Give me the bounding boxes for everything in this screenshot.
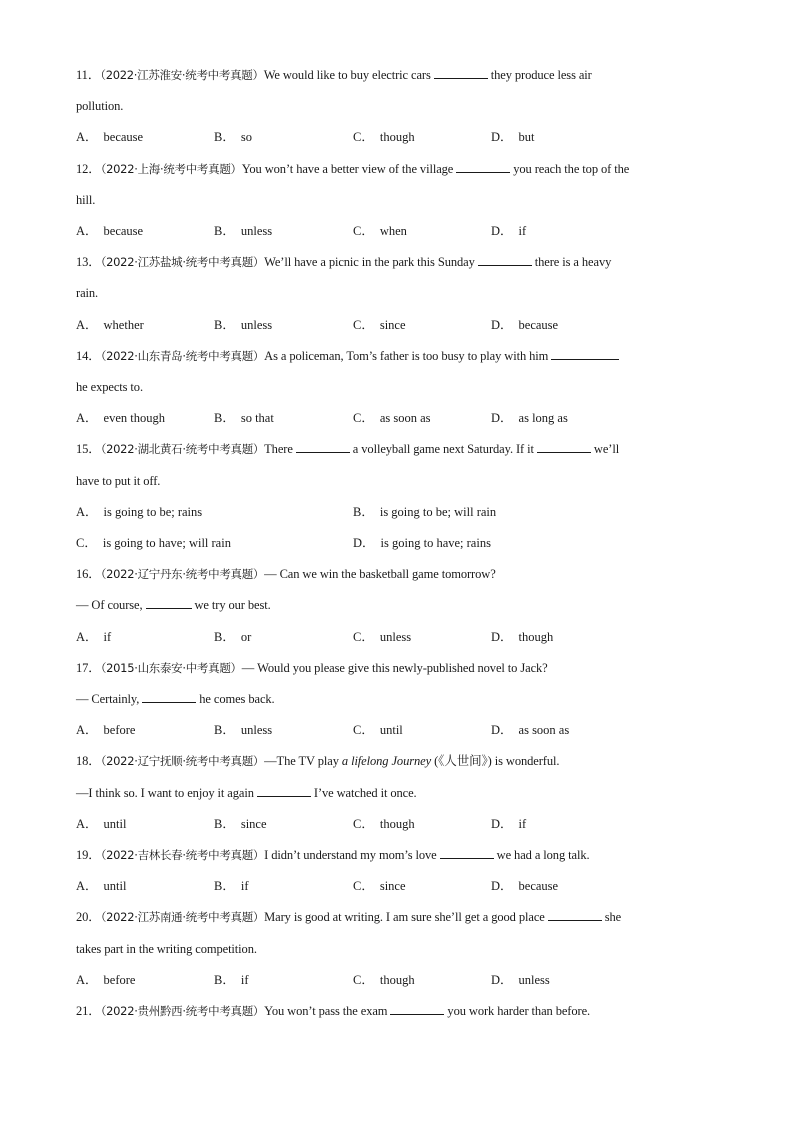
option-text: because bbox=[518, 317, 559, 332]
option-text: unless bbox=[240, 317, 273, 332]
stem-text-after: there is a heavy bbox=[534, 255, 612, 270]
question-source: （2022·江苏淮安·统考中考真题） bbox=[100, 68, 264, 82]
option-text: when bbox=[379, 223, 407, 238]
option-c[interactable] bbox=[353, 622, 411, 653]
option-a[interactable] bbox=[76, 715, 135, 746]
question-21 bbox=[76, 996, 721, 1027]
question-stem bbox=[76, 434, 721, 465]
option-a[interactable] bbox=[76, 871, 126, 902]
options-row bbox=[76, 403, 721, 434]
option-text: unless bbox=[379, 629, 412, 644]
option-b[interactable] bbox=[214, 216, 272, 247]
option-d[interactable] bbox=[491, 965, 550, 996]
option-text: unless bbox=[518, 972, 550, 987]
option-text: if bbox=[240, 972, 249, 987]
option-letter: B． bbox=[353, 504, 374, 519]
stem-text: We’ll have a picnic in the park this Sunday bbox=[264, 255, 475, 270]
stem-text-line2: rain. bbox=[76, 286, 99, 301]
question-number: 19． bbox=[76, 848, 101, 862]
option-a[interactable] bbox=[76, 497, 202, 528]
question-stem-continued bbox=[76, 278, 721, 309]
option-letter: A． bbox=[76, 223, 98, 238]
option-b[interactable] bbox=[214, 871, 248, 902]
options-row bbox=[76, 622, 721, 653]
option-a[interactable] bbox=[76, 809, 126, 840]
question-source: （2015·山东泰安·中考真题） bbox=[100, 660, 242, 675]
option-d[interactable] bbox=[491, 216, 526, 247]
answer-blank bbox=[296, 440, 350, 453]
question-source: （2022·江苏盐城·统考中考真题） bbox=[100, 255, 265, 270]
question-stem bbox=[76, 559, 721, 590]
option-c[interactable] bbox=[353, 403, 431, 434]
question-source: （2022·辽宁抚顺·统考中考真题） bbox=[100, 754, 265, 769]
option-letter: D． bbox=[491, 411, 513, 426]
question-stem-continued bbox=[76, 590, 721, 621]
question-19 bbox=[76, 840, 721, 902]
option-c[interactable] bbox=[353, 809, 415, 840]
question-stem-continued bbox=[76, 934, 721, 965]
options-row bbox=[76, 965, 721, 996]
options-row bbox=[76, 310, 721, 341]
options-row bbox=[76, 871, 721, 902]
option-letter: D． bbox=[491, 879, 513, 894]
stem-text: There bbox=[264, 442, 293, 457]
option-letter: B． bbox=[214, 130, 235, 145]
option-letter: B． bbox=[214, 972, 235, 987]
question-number: 13． bbox=[76, 255, 101, 270]
option-letter: A． bbox=[76, 504, 98, 519]
question-stem-continued bbox=[76, 185, 721, 216]
option-text: so that bbox=[240, 411, 274, 426]
option-letter: A． bbox=[76, 723, 98, 738]
question-number: 14． bbox=[76, 348, 101, 363]
option-d[interactable] bbox=[353, 528, 491, 559]
stem-text-line2: he expects to. bbox=[76, 379, 143, 394]
option-d[interactable] bbox=[491, 871, 558, 902]
question-number: 16． bbox=[76, 567, 101, 582]
option-letter: B． bbox=[214, 411, 235, 426]
question-number: 20． bbox=[76, 910, 101, 925]
option-c[interactable] bbox=[76, 528, 231, 559]
option-c[interactable] bbox=[353, 310, 406, 341]
option-b[interactable] bbox=[214, 809, 267, 840]
option-text: until bbox=[103, 816, 127, 831]
option-text: whether bbox=[103, 317, 144, 332]
options-row bbox=[76, 528, 721, 559]
option-text: since bbox=[240, 816, 267, 831]
option-b[interactable] bbox=[353, 497, 496, 528]
option-letter: C． bbox=[353, 411, 374, 426]
option-text: as long as bbox=[518, 411, 568, 426]
option-d[interactable] bbox=[491, 715, 569, 746]
question-stem bbox=[76, 341, 721, 372]
options-row bbox=[76, 809, 721, 840]
option-letter: B． bbox=[214, 816, 235, 831]
stem-text-line2-after: we try our best. bbox=[194, 598, 271, 613]
option-letter: A． bbox=[76, 629, 98, 644]
option-letter: A． bbox=[76, 816, 98, 831]
option-c[interactable] bbox=[353, 965, 415, 996]
answer-blank bbox=[390, 1002, 444, 1015]
stem-text: Mary is good at writing. I am sure she’ll get a good place bbox=[264, 910, 545, 925]
option-a[interactable] bbox=[76, 622, 111, 653]
option-d[interactable] bbox=[491, 809, 526, 840]
question-source: （2022·湖北黄石·统考中考真题） bbox=[100, 442, 265, 457]
option-text: is going to have; rains bbox=[380, 535, 491, 550]
option-letter: C． bbox=[76, 535, 97, 550]
option-c[interactable] bbox=[353, 715, 403, 746]
stem-text: —The TV play bbox=[264, 754, 339, 769]
question-stem-continued bbox=[76, 684, 721, 715]
question-stem-continued bbox=[76, 91, 721, 122]
question-14 bbox=[76, 341, 721, 435]
stem-text-after: they produce less air bbox=[490, 68, 592, 82]
answer-blank bbox=[551, 347, 619, 360]
stem-text: You won’t pass the exam bbox=[264, 1004, 388, 1018]
option-text: if bbox=[103, 629, 112, 644]
question-stem bbox=[76, 840, 721, 871]
stem-text-after: we had a long talk. bbox=[496, 848, 590, 862]
stem-text: — Can we win the basketball game tomorrow? bbox=[264, 567, 496, 582]
stem-text: — Would you please give this newly-published novel to Jack? bbox=[241, 660, 548, 675]
option-text: unless bbox=[240, 223, 273, 238]
stem-text: As a policeman, Tom’s father is too busy to play with him bbox=[264, 348, 549, 363]
option-letter: C． bbox=[353, 223, 374, 238]
option-text: is going to have; will rain bbox=[102, 535, 231, 550]
option-text: is going to be; rains bbox=[103, 504, 203, 519]
stem-text-line2: have to put it off. bbox=[76, 473, 161, 488]
option-letter: B． bbox=[214, 223, 235, 238]
answer-blank bbox=[478, 253, 532, 266]
option-text: as soon as bbox=[379, 411, 431, 426]
option-text: though bbox=[379, 972, 415, 987]
stem-text-after: she bbox=[604, 910, 622, 925]
option-text: but bbox=[518, 130, 535, 145]
option-letter: B． bbox=[214, 723, 235, 738]
option-letter: D． bbox=[491, 317, 513, 332]
option-a[interactable] bbox=[76, 965, 135, 996]
option-text: unless bbox=[240, 723, 273, 738]
option-letter: B． bbox=[214, 317, 235, 332]
question-number: 18． bbox=[76, 754, 101, 769]
answer-blank bbox=[257, 784, 311, 797]
option-letter: D． bbox=[491, 223, 513, 238]
stem-text-after: (《人世间》) is wonderful. bbox=[434, 754, 560, 769]
stem-text-italic-title: a lifelong Journey bbox=[341, 754, 432, 769]
option-letter: C． bbox=[353, 317, 374, 332]
question-stem bbox=[76, 996, 721, 1027]
question-stem bbox=[76, 154, 721, 185]
stem-text-after: you reach the top of the bbox=[513, 161, 630, 176]
stem-text: You won’t have a better view of the village bbox=[241, 161, 454, 176]
option-letter: A． bbox=[76, 972, 98, 987]
option-letter: D． bbox=[491, 629, 513, 644]
question-source: （2022·辽宁丹东·统考中考真题） bbox=[100, 567, 265, 582]
option-letter: C． bbox=[353, 723, 374, 738]
option-text: though bbox=[379, 816, 415, 831]
option-letter: D． bbox=[491, 723, 513, 738]
options-row bbox=[76, 715, 721, 746]
option-letter: C． bbox=[353, 130, 374, 145]
option-text: until bbox=[103, 879, 127, 894]
option-letter: C． bbox=[353, 972, 374, 987]
option-text: before bbox=[103, 972, 136, 987]
option-letter: C． bbox=[353, 879, 374, 894]
option-letter: A． bbox=[76, 879, 98, 894]
option-letter: B． bbox=[214, 629, 235, 644]
option-a[interactable] bbox=[76, 403, 165, 434]
stem-text: I didn’t understand my mom’s love bbox=[264, 848, 437, 862]
option-text: or bbox=[240, 629, 252, 644]
option-d[interactable] bbox=[491, 310, 558, 341]
option-text: because bbox=[103, 223, 144, 238]
stem-text-line2: pollution. bbox=[76, 99, 124, 114]
option-letter: A． bbox=[76, 317, 98, 332]
answer-blank bbox=[537, 440, 591, 453]
option-letter: D． bbox=[491, 816, 513, 831]
option-text: even though bbox=[103, 411, 165, 426]
question-11 bbox=[76, 60, 721, 154]
option-text: since bbox=[379, 879, 406, 894]
option-text: is going to be; will rain bbox=[379, 504, 497, 519]
option-a[interactable] bbox=[76, 216, 143, 247]
option-d[interactable] bbox=[491, 122, 535, 153]
stem-text-line2: hill. bbox=[76, 192, 96, 207]
option-letter: A． bbox=[76, 411, 98, 426]
option-letter: C． bbox=[353, 629, 374, 644]
question-18 bbox=[76, 746, 721, 840]
question-16 bbox=[76, 559, 721, 653]
stem-text-line2: — Of course, bbox=[76, 598, 143, 613]
option-text: though bbox=[518, 629, 554, 644]
options-row bbox=[76, 497, 721, 528]
option-b[interactable] bbox=[214, 310, 272, 341]
option-c[interactable] bbox=[353, 122, 415, 153]
stem-text-line2-after: he comes back. bbox=[199, 691, 275, 706]
option-letter: C． bbox=[353, 816, 374, 831]
option-text: until bbox=[379, 723, 403, 738]
question-stem-continued bbox=[76, 778, 721, 809]
stem-text-middle: a volleyball game next Saturday. If it bbox=[352, 442, 534, 457]
option-d[interactable] bbox=[491, 403, 568, 434]
question-20 bbox=[76, 902, 721, 996]
option-text: if bbox=[518, 816, 527, 831]
stem-text-line2: —I think so. I want to enjoy it again bbox=[76, 785, 254, 800]
stem-text: We would like to buy electric cars bbox=[263, 68, 431, 82]
question-source: （2022·上海·统考中考真题） bbox=[100, 161, 242, 176]
question-number: 12． bbox=[76, 161, 101, 176]
question-source: （2022·江苏南通·统考中考真题） bbox=[100, 910, 265, 925]
question-stem-continued bbox=[76, 466, 721, 497]
stem-text-after: we’ll bbox=[593, 442, 620, 457]
option-letter: B． bbox=[214, 879, 235, 894]
option-text: if bbox=[240, 879, 249, 894]
question-number: 15． bbox=[76, 442, 101, 457]
option-c[interactable] bbox=[353, 216, 407, 247]
question-15 bbox=[76, 434, 721, 559]
question-stem bbox=[76, 247, 721, 278]
option-letter: D． bbox=[353, 535, 375, 550]
option-text: because bbox=[103, 130, 144, 145]
answer-blank bbox=[440, 846, 494, 859]
option-b[interactable] bbox=[214, 965, 248, 996]
question-source: （2022·山东青岛·统考中考真题） bbox=[100, 348, 265, 363]
question-stem bbox=[76, 902, 721, 933]
answer-blank bbox=[456, 160, 510, 173]
stem-text-line2-after: I’ve watched it once. bbox=[313, 785, 417, 800]
options-row bbox=[76, 216, 721, 247]
option-text: if bbox=[518, 223, 527, 238]
stem-text-line2: takes part in the writing competition. bbox=[76, 941, 257, 956]
option-letter: D． bbox=[491, 972, 513, 987]
option-b[interactable] bbox=[214, 403, 274, 434]
answer-blank bbox=[146, 596, 192, 609]
option-text: since bbox=[379, 317, 406, 332]
option-text: as soon as bbox=[518, 723, 570, 738]
question-stem-continued bbox=[76, 372, 721, 403]
option-b[interactable] bbox=[214, 622, 251, 653]
answer-blank bbox=[434, 66, 488, 79]
question-number: 21． bbox=[76, 1004, 101, 1018]
stem-text-after: you work harder than before. bbox=[447, 1004, 591, 1018]
question-number: 11． bbox=[76, 68, 101, 82]
option-letter: A． bbox=[76, 130, 98, 145]
answer-blank bbox=[142, 690, 196, 703]
option-b[interactable] bbox=[214, 715, 272, 746]
option-text: though bbox=[379, 130, 415, 145]
question-13 bbox=[76, 247, 721, 341]
option-b[interactable] bbox=[214, 122, 252, 153]
answer-blank bbox=[548, 908, 602, 921]
question-17 bbox=[76, 653, 721, 747]
question-stem bbox=[76, 746, 721, 777]
option-d[interactable] bbox=[491, 622, 553, 653]
question-stem bbox=[76, 653, 721, 684]
option-text: so bbox=[240, 130, 252, 145]
question-stem bbox=[76, 60, 721, 91]
question-number: 17． bbox=[76, 660, 101, 675]
question-12 bbox=[76, 154, 721, 248]
options-row bbox=[76, 122, 721, 153]
option-c[interactable] bbox=[353, 871, 406, 902]
question-source: （2022·贵州黔西·统考中考真题） bbox=[100, 1004, 265, 1018]
question-source: （2022·吉林长春·统考中考真题） bbox=[100, 848, 265, 862]
stem-text-line2: — Certainly, bbox=[76, 691, 140, 706]
option-text: because bbox=[518, 879, 559, 894]
option-letter: D． bbox=[491, 130, 513, 145]
option-a[interactable] bbox=[76, 122, 143, 153]
option-a[interactable] bbox=[76, 310, 144, 341]
option-text: before bbox=[103, 723, 136, 738]
